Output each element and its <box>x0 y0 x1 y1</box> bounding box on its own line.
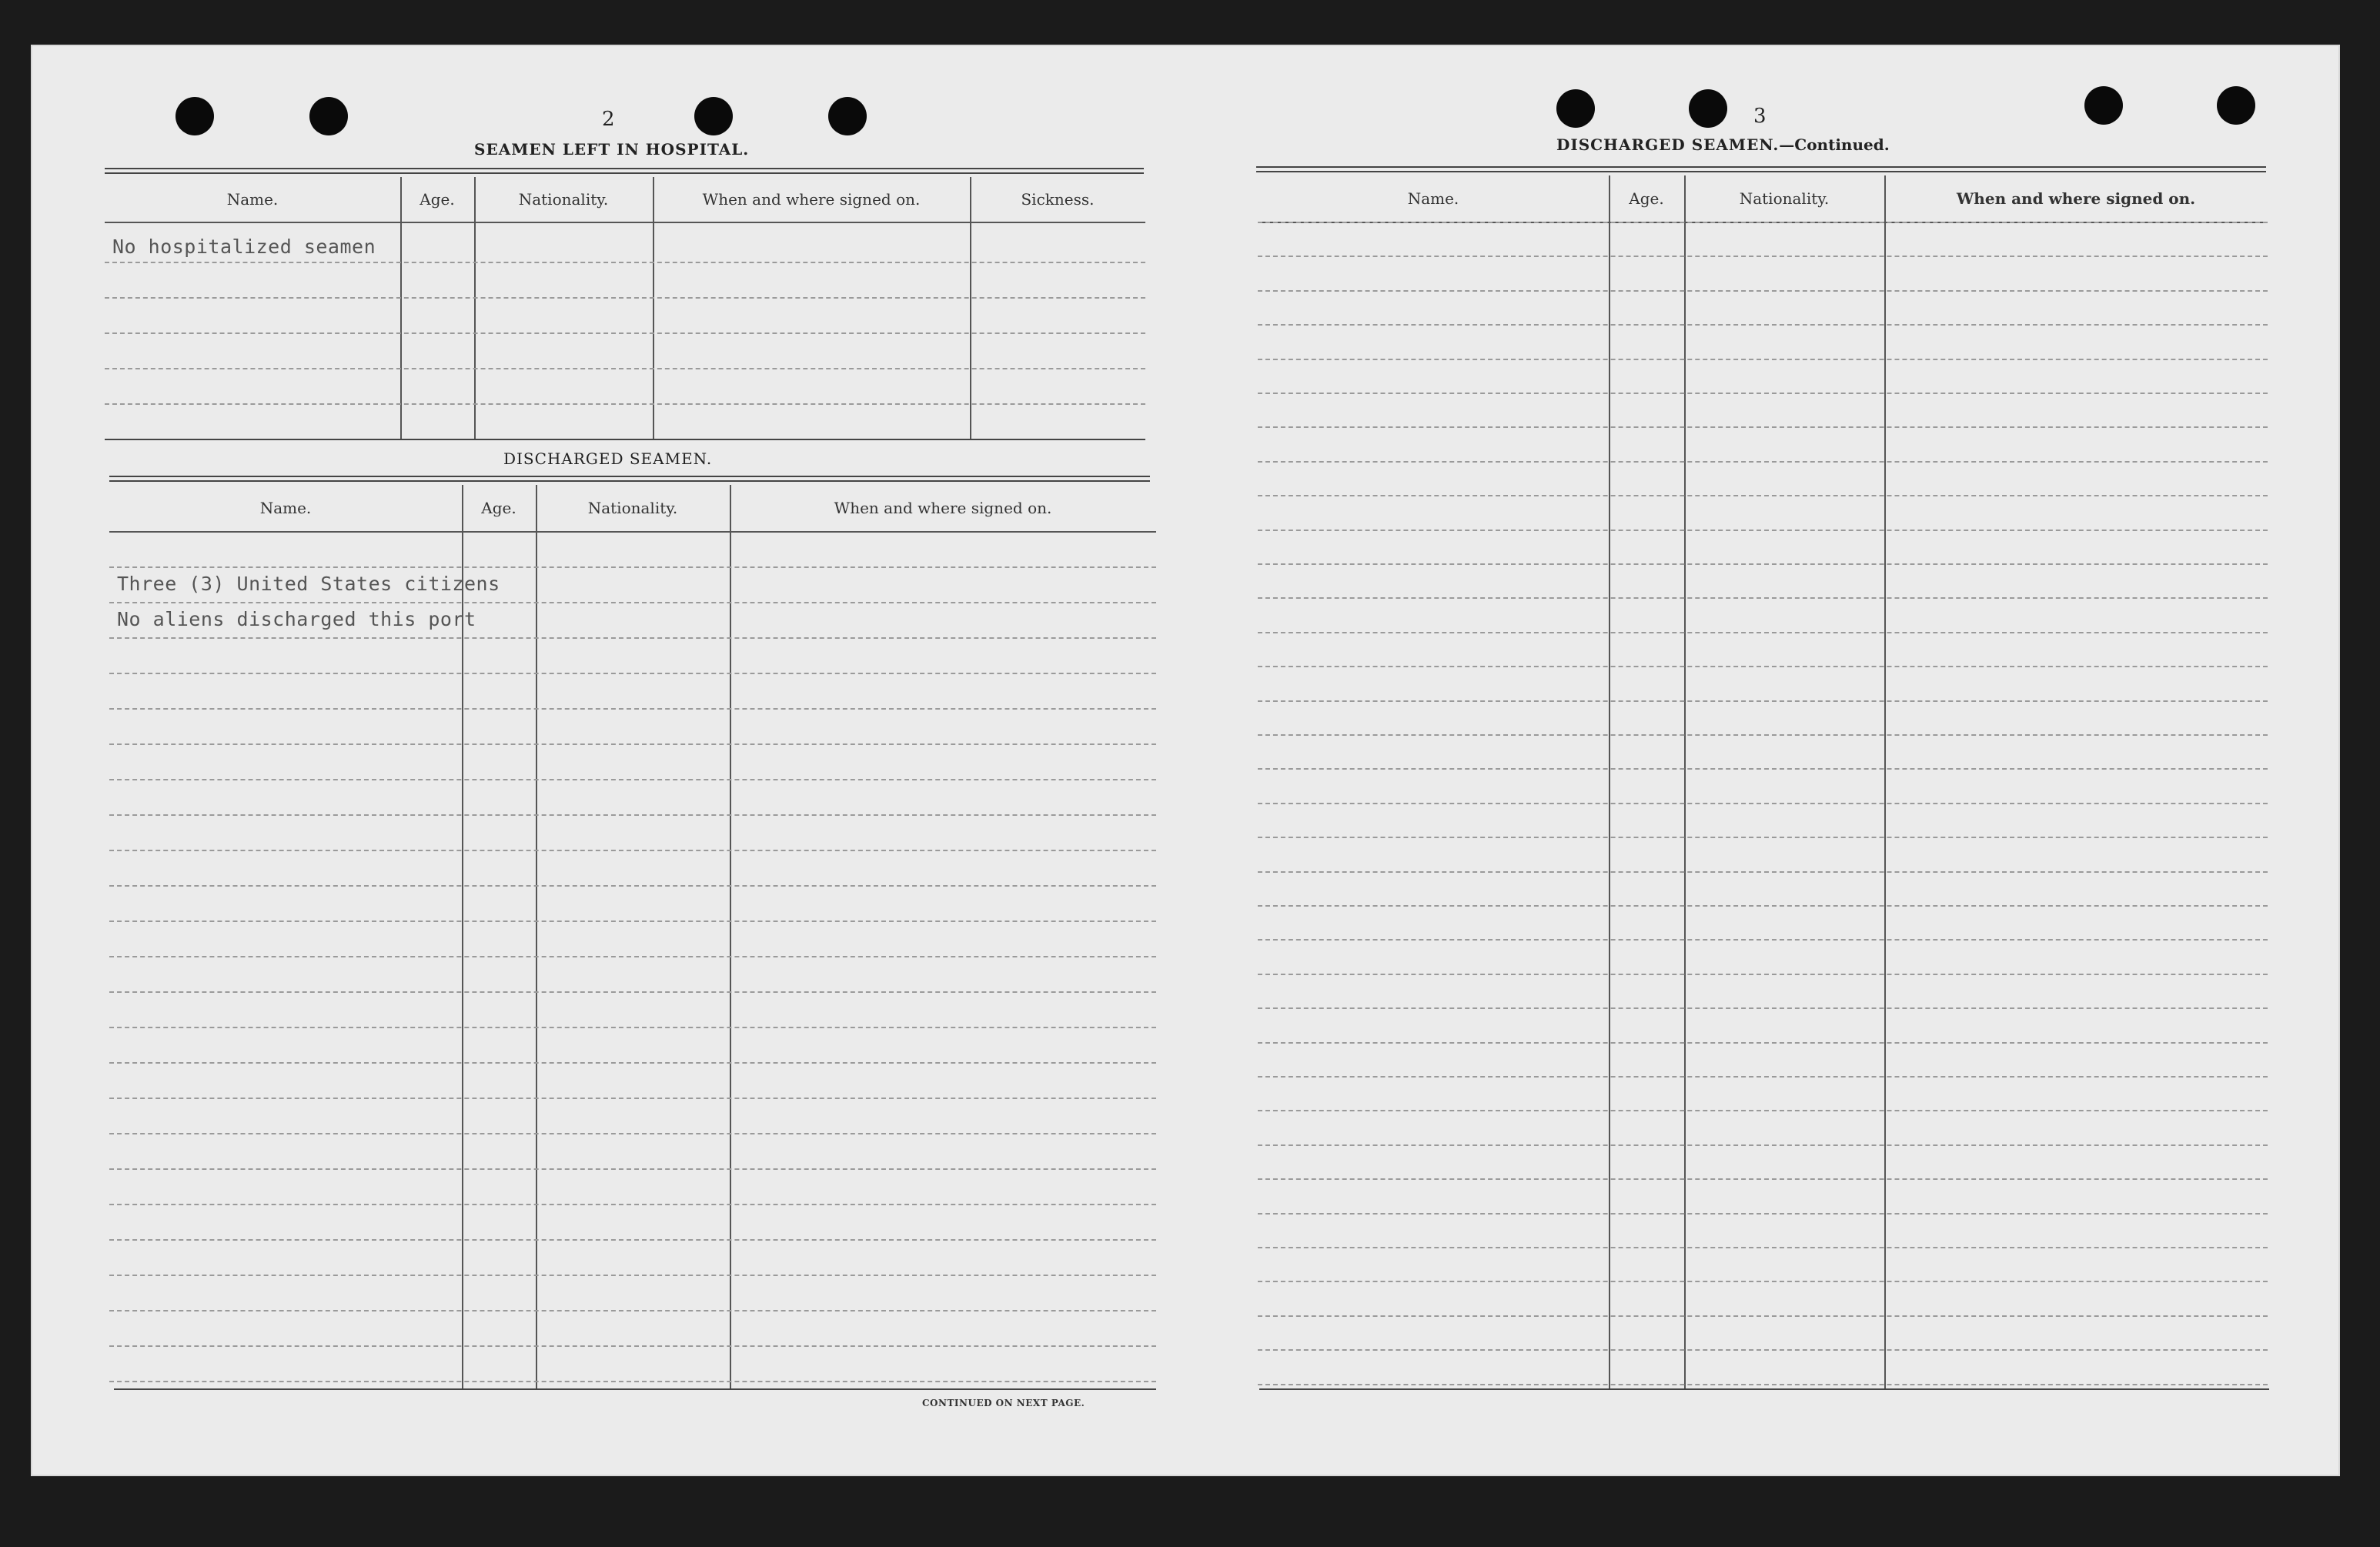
ledger-sheet <box>31 45 2340 1476</box>
continued-note: CONTINUED ON NEXT PAGE. <box>922 1398 1085 1408</box>
discharged-table-right <box>1258 175 2268 1390</box>
entry-line <box>1258 871 2268 873</box>
entry-line <box>109 1204 1156 1205</box>
punch-hole <box>828 97 867 135</box>
entry-line <box>109 1345 1156 1347</box>
hospital-table <box>105 177 1145 439</box>
column-header: When and where signed on. <box>1956 189 2196 208</box>
entry-line <box>1258 1007 2268 1009</box>
bottom-rule <box>114 1388 1156 1390</box>
top-rule <box>105 172 1144 174</box>
entry-line <box>1258 734 2268 736</box>
entry-line <box>1258 359 2268 360</box>
entry-line <box>109 743 1156 745</box>
entry-line <box>1258 700 2268 702</box>
entry-line <box>109 814 1156 816</box>
punch-hole <box>2217 86 2255 125</box>
entry-line <box>109 1310 1156 1311</box>
entry-line <box>1258 1247 2268 1248</box>
entry-line <box>1258 324 2268 326</box>
column-divider <box>536 485 537 1388</box>
entry-line <box>109 566 1156 568</box>
entry-line <box>1258 1213 2268 1215</box>
entry-line <box>1258 1042 2268 1044</box>
entry-line <box>109 1133 1156 1134</box>
entry-line <box>1258 222 2268 223</box>
bottom-rule <box>1259 1388 2269 1390</box>
column-header: Nationality. <box>1739 189 1830 208</box>
entry-line <box>1258 837 2268 838</box>
entry-line <box>1258 768 2268 770</box>
column-header: Nationality. <box>587 499 678 517</box>
entry-line <box>1258 290 2268 292</box>
entry-line <box>105 262 1145 263</box>
top-rule <box>109 480 1150 482</box>
entry-line <box>1258 905 2268 907</box>
entry-line <box>1258 1076 2268 1078</box>
right-title-main: DISCHARGED SEAMEN. <box>1556 135 1780 154</box>
entry-line <box>109 779 1156 780</box>
entry-line <box>109 1098 1156 1099</box>
entry-line <box>1258 974 2268 975</box>
entry-line <box>1258 1384 2268 1385</box>
column-divider <box>730 485 731 1388</box>
top-rule <box>1256 171 2266 172</box>
discharged-entry: Three (3) United States citizens <box>117 573 500 595</box>
punch-hole <box>175 97 214 135</box>
entry-line <box>109 1239 1156 1241</box>
entry-line <box>105 297 1145 299</box>
column-header: Name. <box>1407 189 1459 208</box>
column-header: Age. <box>481 499 516 517</box>
punch-hole <box>694 97 733 135</box>
column-header: Sickness. <box>1021 190 1095 209</box>
hospital-entry: No hospitalized seamen <box>112 236 376 258</box>
entry-line <box>105 403 1145 405</box>
entry-line <box>109 1027 1156 1028</box>
right-title-continued: —Continued. <box>1779 135 1890 154</box>
entry-line <box>109 850 1156 851</box>
punch-hole <box>1556 89 1595 128</box>
entry-line <box>109 1381 1156 1382</box>
discharged-section-title: DISCHARGED SEAMEN. <box>503 449 713 468</box>
entry-line <box>109 921 1156 922</box>
entry-line <box>1258 597 2268 599</box>
entry-line <box>1258 1144 2268 1146</box>
top-rule <box>105 168 1144 169</box>
entry-line <box>1258 1281 2268 1282</box>
entry-line <box>105 368 1145 369</box>
entry-line <box>109 1168 1156 1170</box>
column-divider <box>474 177 476 439</box>
entry-line <box>1258 563 2268 565</box>
entry-line <box>1258 1110 2268 1111</box>
entry-line <box>109 1275 1156 1276</box>
entry-line <box>1258 393 2268 394</box>
entry-line <box>1258 495 2268 496</box>
entry-line <box>1258 666 2268 667</box>
entry-line <box>1258 1178 2268 1180</box>
entry-line <box>109 885 1156 887</box>
right-section-title <box>1556 135 1890 154</box>
column-header: Nationality. <box>518 190 609 209</box>
entry-line <box>109 637 1156 639</box>
column-header: Age. <box>1629 189 1664 208</box>
column-header: Age. <box>420 190 455 209</box>
top-rule <box>1256 166 2266 168</box>
entry-line <box>1258 939 2268 941</box>
column-divider <box>970 177 971 439</box>
entry-line <box>109 1062 1156 1064</box>
page-number-left: 2 <box>602 108 615 131</box>
entry-line <box>109 673 1156 674</box>
punch-hole <box>2084 86 2123 125</box>
entry-line <box>1258 530 2268 531</box>
discharged-table-left <box>109 485 1156 1388</box>
punch-hole <box>1689 89 1727 128</box>
column-divider <box>653 177 654 439</box>
top-rule <box>109 476 1150 477</box>
entry-line <box>1258 256 2268 257</box>
discharged-entry: No aliens discharged this port <box>117 608 476 630</box>
entry-line <box>109 956 1156 957</box>
entry-line <box>1258 803 2268 804</box>
entry-line <box>1258 632 2268 633</box>
entry-line <box>109 602 1156 603</box>
entry-line <box>105 332 1145 334</box>
entry-line <box>109 708 1156 710</box>
entry-line <box>1258 1349 2268 1351</box>
hospital-section-title: SEAMEN LEFT IN HOSPITAL. <box>474 140 750 159</box>
entry-line <box>109 991 1156 993</box>
page-number-right: 3 <box>1753 105 1767 128</box>
entry-line <box>1258 1315 2268 1317</box>
entry-line <box>1258 426 2268 428</box>
entry-line <box>1258 461 2268 463</box>
column-header: Name. <box>226 190 279 209</box>
column-header: When and where signed on. <box>702 190 921 209</box>
punch-hole <box>309 97 348 135</box>
column-divider <box>400 177 402 439</box>
column-header: Name. <box>259 499 312 517</box>
section-rule <box>105 439 1145 440</box>
column-header: When and where signed on. <box>834 499 1052 517</box>
